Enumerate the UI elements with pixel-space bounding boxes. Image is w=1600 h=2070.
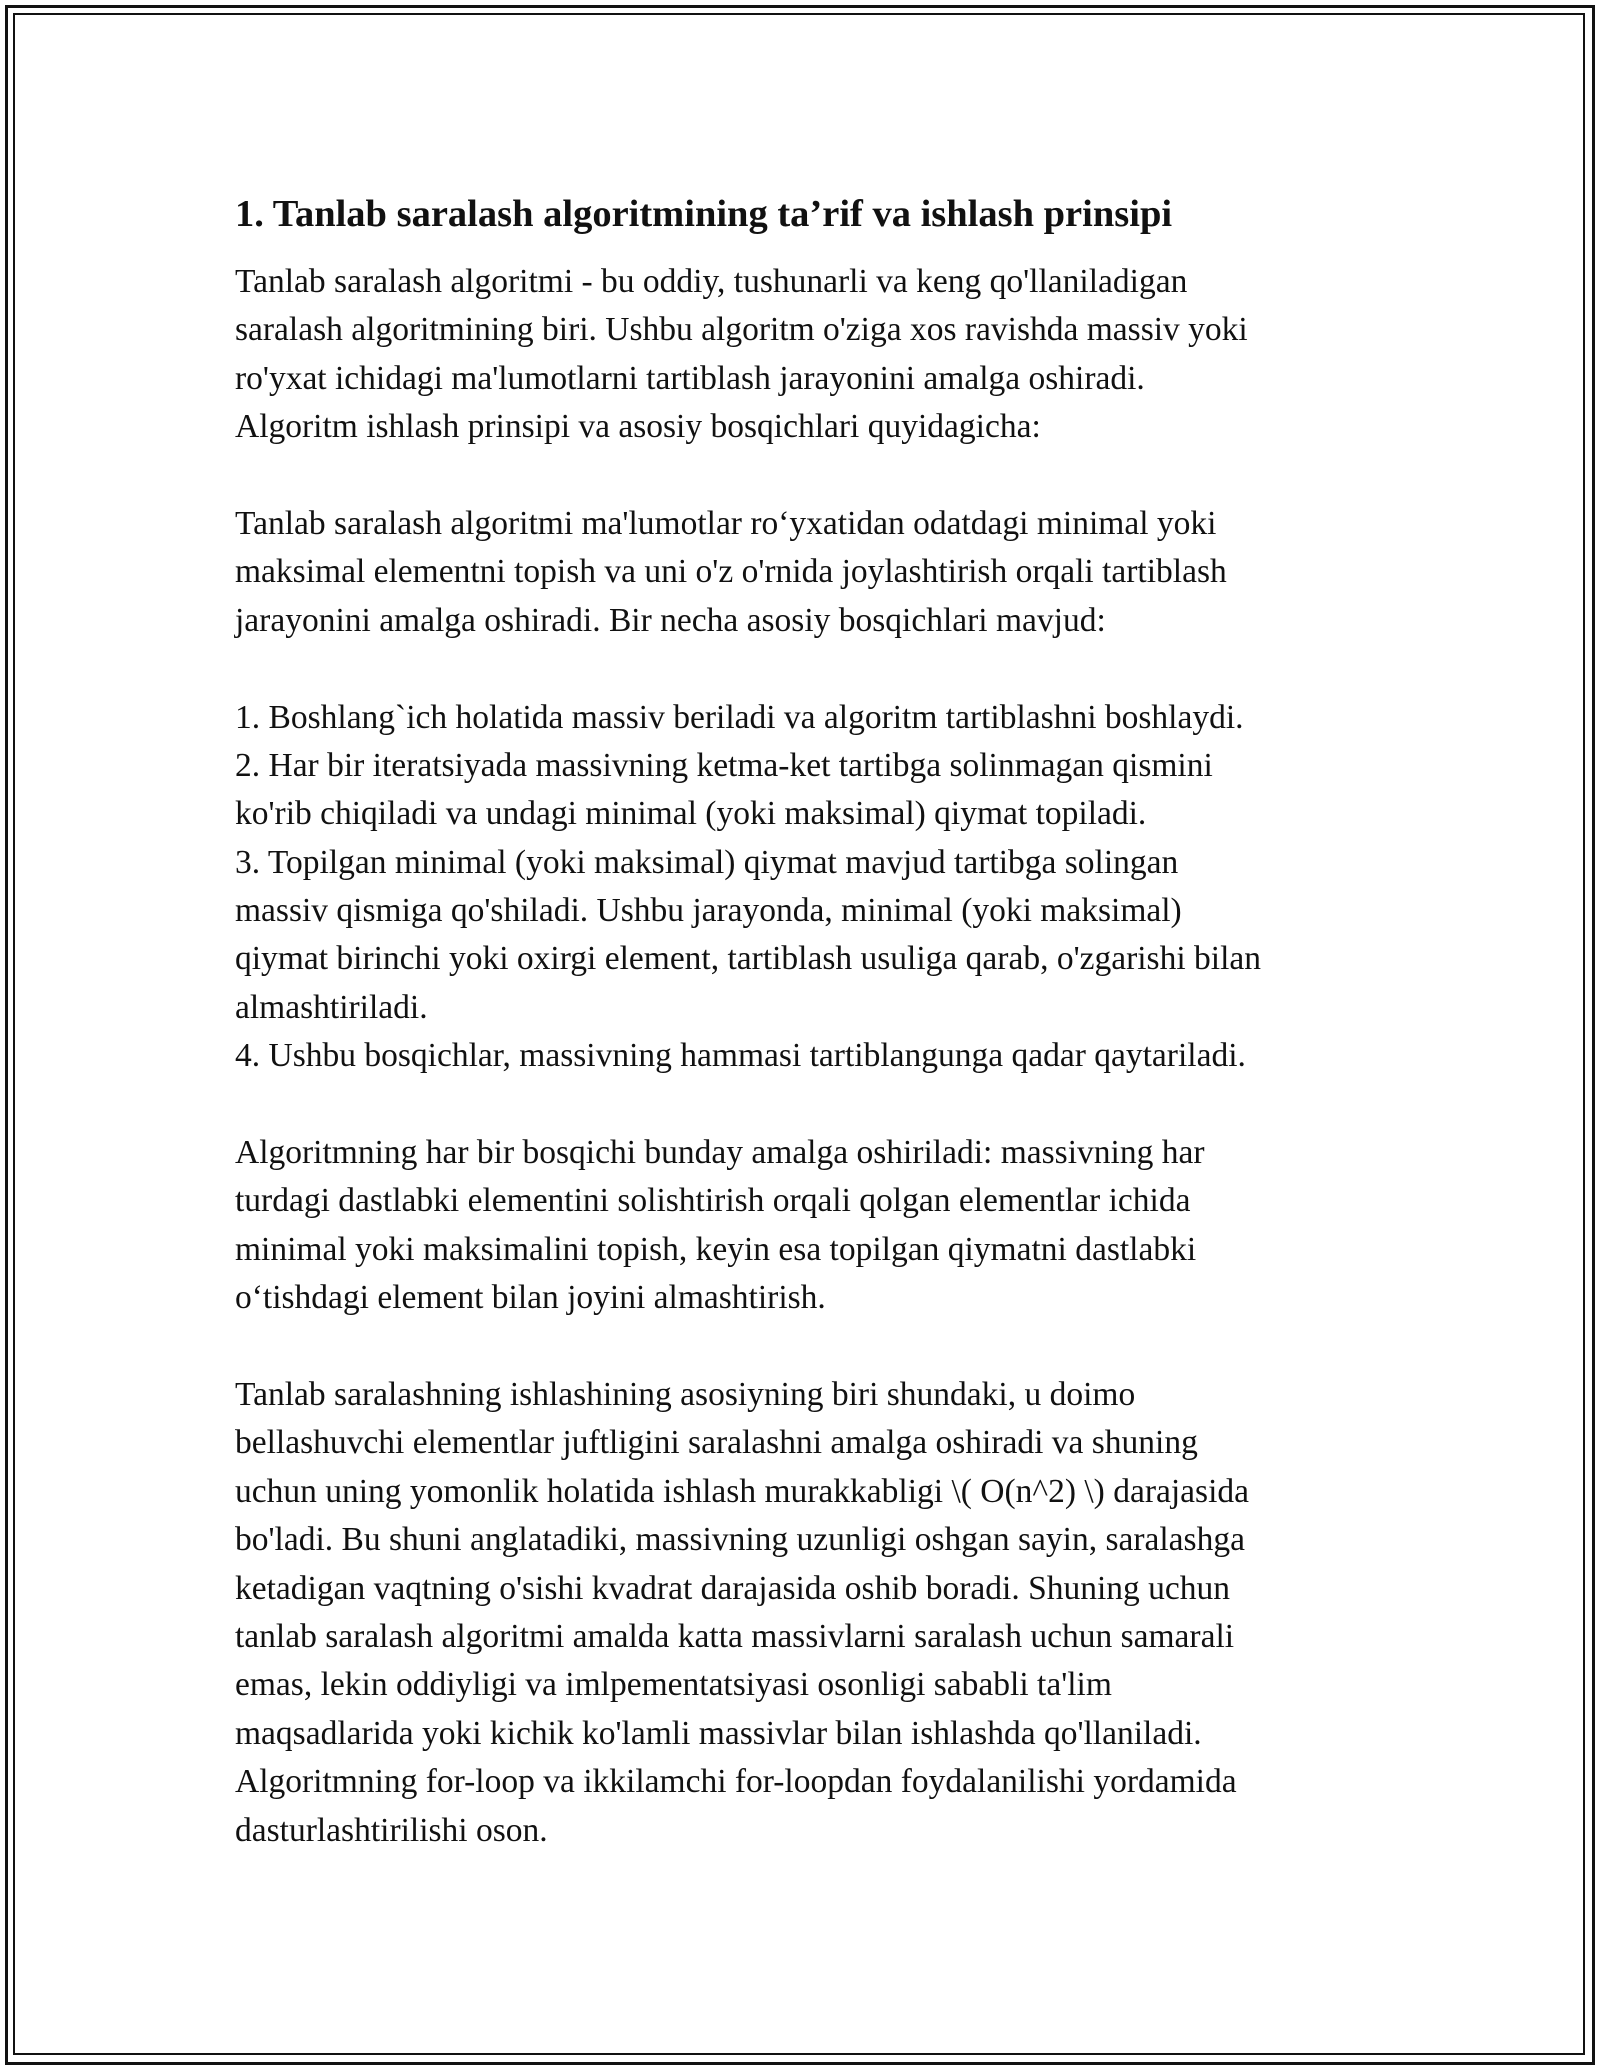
list-item: qiymat birinchi yoki oxirgi element, tartiblash usuliga qarab, o'zgarishi bilan <box>235 940 1262 978</box>
text-line: minimal yoki maksimalini topish, keyin esa topilgan qiymatni dastlabki <box>235 1230 1197 1268</box>
paragraph-step-detail <box>235 1129 1375 1323</box>
paragraph-complexity <box>235 1371 1375 1855</box>
text-line: bellashuvchi elementlar juftligini saralashni amalga oshiradi va shuning <box>235 1424 1198 1462</box>
document-body <box>235 188 1375 1855</box>
paragraph-principle <box>235 500 1375 645</box>
text-line: saralash algoritmining biri. Ushbu algoritm o'ziga xos ravishda massiv yoki <box>235 311 1248 349</box>
text-line: turdagi dastlabki elementini solishtirish orqali qolgan elementlar ichida <box>235 1182 1191 1220</box>
text-line: Tanlab saralashning ishlashining asosiyning biri shundaki, u doimo <box>235 1375 1136 1413</box>
text-line: maqsadlarida yoki kichik ko'lamli massivlar bilan ishlashda qo'llaniladi. <box>235 1714 1202 1752</box>
text-line: emas, lekin oddiyligi va imlpementatsiyasi osonligi sababli ta'lim <box>235 1666 1112 1704</box>
paragraph-gap <box>235 645 1375 693</box>
list-item: 2. Har bir iteratsiyada massivning ketma-ket tartibga solinmagan qismini <box>235 746 1213 784</box>
text-line: uchun uning yomonlik holatida ishlash murakkabligi \( O(n^2) \) darajasida <box>235 1472 1249 1510</box>
text-line: jarayonini amalga oshiradi. Bir necha asosiy bosqichlari mavjud: <box>235 601 1106 639</box>
text-line: Algoritmning har bir bosqichi bunday amalga oshiriladi: massivning har <box>235 1134 1205 1172</box>
text-line: bo'ladi. Bu shuni anglatadiki, massivning uzunligi oshgan sayin, saralashga <box>235 1521 1245 1559</box>
list-item: 4. Ushbu bosqichlar, massivning hammasi tartiblangunga qadar qaytariladi. <box>235 1037 1246 1075</box>
text-line: Algoritmning for-loop va ikkilamchi for-loopdan foydalanilishi yordamida <box>235 1763 1237 1801</box>
list-item: massiv qismiga qo'shiladi. Ushbu jarayonda, minimal (yoki maksimal) <box>235 892 1182 930</box>
text-line: Tanlab saralash algoritmi - bu oddiy, tushunarli va keng qo'llaniladigan <box>235 263 1188 300</box>
text-line: Tanlab saralash algoritmi ma'lumotlar ro‘yxatidan odatdagi minimal yoki <box>235 504 1217 542</box>
paragraph-steps-list <box>235 694 1375 1081</box>
list-item: 3. Topilgan minimal (yoki maksimal) qiymat mavjud tartibga solingan <box>235 843 1179 881</box>
list-item: ko'rib chiqiladi va undagi minimal (yoki maksimal) qiymat topiladi. <box>235 795 1147 833</box>
list-item: almashtiriladi. <box>235 988 428 1026</box>
text-line: dasturlashtirilishi oson. <box>235 1811 548 1849</box>
paragraph-gap <box>235 1323 1375 1371</box>
text-line: maksimal elementni topish va uni o'z o'rnida joylashtirish orqali tartiblash <box>235 553 1227 591</box>
text-line: tanlab saralash algoritmi amalda katta massivlarni saralash uchun samarali <box>235 1617 1235 1655</box>
list-item: 1. Boshlang`ich holatida massiv beriladi va algoritm tartiblashni boshlaydi. <box>235 698 1244 736</box>
text-line: ketadigan vaqtning o'sishi kvadrat darajasida oshib boradi. Shuning uchun <box>235 1569 1231 1607</box>
paragraph-gap <box>235 1081 1375 1129</box>
text-line: o‘tishdagi element bilan joyini almashtirish. <box>235 1279 826 1317</box>
paragraph-intro <box>235 258 1375 452</box>
paragraph-gap <box>235 452 1375 500</box>
text-line: ro'yxat ichidagi ma'lumotlarni tartiblash jarayonini amalga oshiradi. <box>235 359 1145 397</box>
text-line: Algoritm ishlash prinsipi va asosiy bosqichlari quyidagicha: <box>235 408 1041 446</box>
document-title: 1. Tanlab saralash algoritmining ta’rif va ishlash prinsipi <box>235 193 1173 235</box>
